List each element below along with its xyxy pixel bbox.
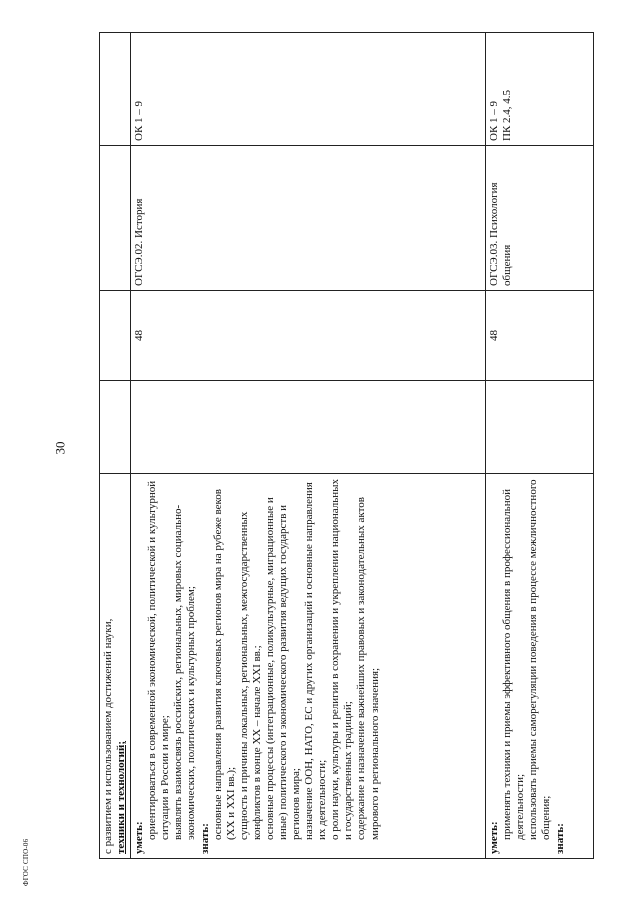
list-item: основные процессы (интеграционные, поликультурные, миграционные и иные) политического и экономического развития ведущих государств и регионов мира; bbox=[263, 497, 303, 840]
cell-empty bbox=[100, 33, 131, 146]
cell-hours-history: 48 bbox=[131, 291, 486, 381]
competencies-line-2: ПК 2.4, 4.5 bbox=[501, 89, 514, 141]
table-row-history bbox=[131, 33, 486, 859]
list-item: сущность и причины локальных, региональных, межгосударственных конфликтов в конце XX – начале XXI вв.; bbox=[237, 511, 263, 840]
curriculum-table bbox=[99, 32, 594, 859]
cell-empty bbox=[100, 291, 131, 381]
curriculum-table-rotated bbox=[99, 33, 585, 859]
cell-empty bbox=[100, 146, 131, 291]
list-item: о роли науки, культуры и религии в сохранении и укреплении национальных и государственных традиций; bbox=[329, 478, 355, 840]
cell-content-history bbox=[131, 474, 486, 859]
list-item: выявлять взаимосвязь российских, региональных, мировых социально-экономических, политических и культурных проблем; bbox=[172, 504, 198, 840]
list-item: применять техники и приемы эффективного общения в профессиональной деятельности; bbox=[501, 489, 527, 840]
cell-empty bbox=[100, 381, 131, 474]
cell-hours-psychology: 48 bbox=[486, 291, 594, 381]
cell-content-psychology bbox=[486, 474, 594, 859]
cell-empty bbox=[131, 381, 486, 474]
cell-empty bbox=[486, 381, 594, 474]
umet-label: уметь: bbox=[133, 821, 146, 854]
cell-index-psychology: ОГСЭ.03. Психология общения bbox=[486, 146, 594, 291]
umet-label: уметь: bbox=[488, 821, 501, 854]
competencies-line-1: ОК 1 – 9 bbox=[488, 100, 501, 141]
list-item: основные направления развития ключевых регионов мира на рубеже веков (XX и XXI вв.); bbox=[211, 489, 237, 840]
list-item: содержание и назначение важнейших правовых и законодательных актов мирового и регионального значения; bbox=[355, 497, 381, 840]
table-row-psychology bbox=[486, 33, 594, 859]
znat-label: знать: bbox=[553, 823, 566, 854]
curriculum-table-frame bbox=[99, 33, 585, 859]
continuation-line-2: техники и технологий; bbox=[115, 740, 128, 854]
znat-label: знать: bbox=[198, 823, 211, 854]
cell-competencies-psychology bbox=[486, 33, 594, 146]
table-row-continuation bbox=[100, 33, 131, 859]
footer-code: ФГОС СПО-06 bbox=[22, 838, 30, 886]
list-item: назначение ООН, НАТО, ЕС и других организаций и основные направления их деятельности; bbox=[303, 482, 329, 840]
cell-content-continuation bbox=[100, 474, 131, 859]
continuation-line-1: с развитием и использованием достижений науки, bbox=[102, 618, 114, 854]
list-item: ориентироваться в современной экономической, политической и культурной ситуации в России и мире; bbox=[146, 480, 172, 840]
page-number: 30 bbox=[52, 441, 68, 455]
list-item: использовать приемы саморегуляции поведения в процессе межличностного общения; bbox=[527, 479, 553, 840]
cell-competencies-history: ОК 1 – 9 bbox=[131, 33, 486, 146]
cell-index-history: ОГСЭ.02. История bbox=[131, 146, 486, 291]
